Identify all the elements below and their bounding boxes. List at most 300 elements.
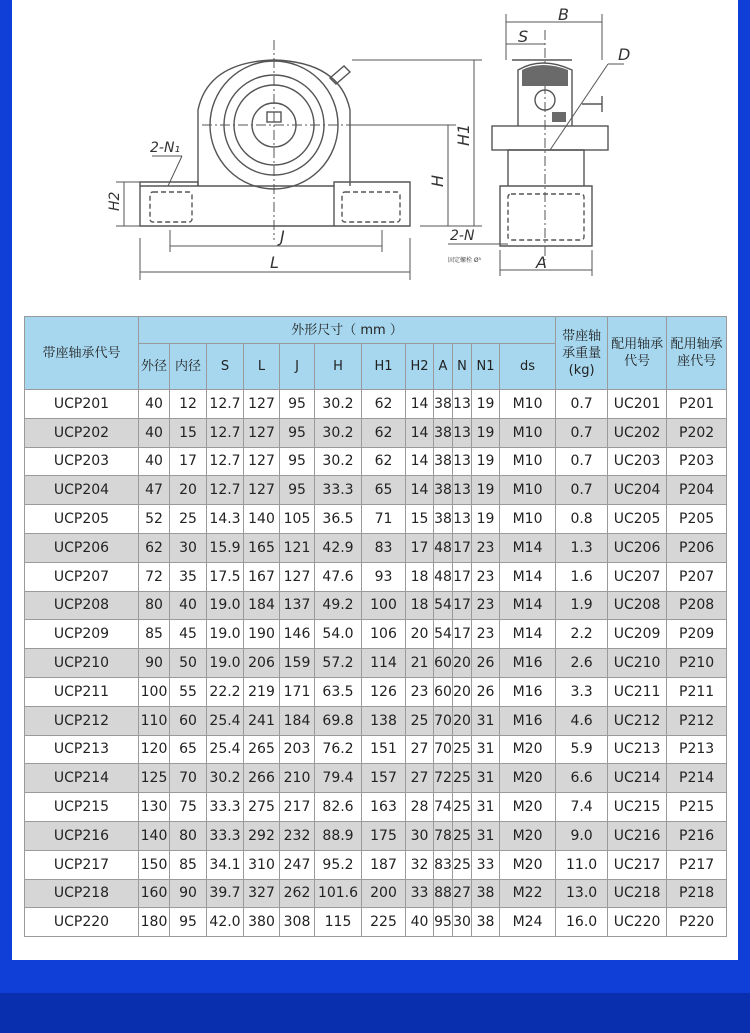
table-cell: UC218	[608, 879, 667, 908]
table-cell: UC212	[608, 706, 667, 735]
header-col-l: L	[244, 344, 280, 390]
table-cell: 23	[472, 533, 500, 562]
table-cell: UC204	[608, 476, 667, 505]
table-cell: 78	[434, 821, 453, 850]
table-cell: 74	[434, 793, 453, 822]
table-cell: 138	[362, 706, 406, 735]
header-col-s: S	[207, 344, 244, 390]
table-cell-model: UCP215	[25, 793, 139, 822]
table-cell: 62	[362, 418, 406, 447]
table-cell: 30.2	[315, 418, 362, 447]
table-cell: 1.9	[556, 591, 608, 620]
table-row	[25, 562, 727, 591]
table-cell: 266	[244, 764, 280, 793]
table-cell: M10	[500, 476, 556, 505]
table-cell: 75	[170, 793, 207, 822]
table-cell: 12	[170, 390, 207, 419]
header-bearing: 配用轴承代号	[608, 317, 667, 390]
table-cell: 210	[280, 764, 315, 793]
table-cell: 38	[472, 908, 500, 937]
table-cell: 25	[453, 821, 472, 850]
table-cell: 180	[139, 908, 170, 937]
header-model: 带座轴承代号	[25, 317, 139, 390]
table-cell: 25	[453, 793, 472, 822]
table-cell: 21	[406, 649, 434, 678]
table-cell: 13	[453, 418, 472, 447]
table-cell: 165	[244, 533, 280, 562]
dim-label-h1: H1	[454, 123, 473, 146]
table-cell: 34.1	[207, 850, 244, 879]
table-cell: 54	[434, 591, 453, 620]
table-cell: 187	[362, 850, 406, 879]
table-cell: 6.6	[556, 764, 608, 793]
table-cell: 23	[472, 562, 500, 591]
table-cell: P208	[667, 591, 727, 620]
table-cell: M10	[500, 447, 556, 476]
table-cell: UC208	[608, 591, 667, 620]
table-cell: 310	[244, 850, 280, 879]
table-cell: 30.2	[315, 390, 362, 419]
table-cell: 72	[139, 562, 170, 591]
table-cell: 95	[434, 908, 453, 937]
table-cell: P206	[667, 533, 727, 562]
header-col-h: H	[315, 344, 362, 390]
table-cell: 25	[453, 764, 472, 793]
table-cell: UC202	[608, 418, 667, 447]
table-cell: 115	[315, 908, 362, 937]
table-cell: 120	[139, 735, 170, 764]
table-cell: 70	[434, 706, 453, 735]
table-cell: 15.9	[207, 533, 244, 562]
table-cell: 14	[406, 447, 434, 476]
table-cell: 151	[362, 735, 406, 764]
table-row	[25, 706, 727, 735]
table-cell: 48	[434, 562, 453, 591]
table-row	[25, 418, 727, 447]
table-cell: 14	[406, 476, 434, 505]
table-cell: 18	[406, 591, 434, 620]
dim-label-h: H	[428, 174, 447, 187]
table-cell: 85	[139, 620, 170, 649]
table-cell: 30	[170, 533, 207, 562]
table-cell: P210	[667, 649, 727, 678]
table-cell: 15	[406, 505, 434, 534]
table-cell: 20	[406, 620, 434, 649]
table-cell: 17	[170, 447, 207, 476]
table-cell-model: UCP210	[25, 649, 139, 678]
table-cell: 23	[406, 677, 434, 706]
table-cell: 25	[170, 505, 207, 534]
table-cell: 19.0	[207, 620, 244, 649]
table-cell: M16	[500, 706, 556, 735]
table-cell: 38	[434, 476, 453, 505]
table-cell: 19	[472, 447, 500, 476]
table-cell: 163	[362, 793, 406, 822]
table-cell: 159	[280, 649, 315, 678]
table-cell: P205	[667, 505, 727, 534]
bottom-band	[0, 993, 750, 1033]
table-cell: 13	[453, 447, 472, 476]
table-cell: 17	[453, 591, 472, 620]
table-cell: 20	[453, 649, 472, 678]
table-cell: 11.0	[556, 850, 608, 879]
dim-label-l: L	[270, 253, 279, 272]
table-cell: M10	[500, 390, 556, 419]
bearing-insert-shading	[522, 65, 568, 86]
table-cell: 27	[406, 764, 434, 793]
table-cell-model: UCP211	[25, 677, 139, 706]
table-cell: UC216	[608, 821, 667, 850]
table-cell: 184	[244, 591, 280, 620]
table-cell: 95	[280, 390, 315, 419]
table-cell: UC206	[608, 533, 667, 562]
table-cell: 60	[434, 677, 453, 706]
table-cell: 35	[170, 562, 207, 591]
table-cell: 14	[406, 418, 434, 447]
table-cell: 7.4	[556, 793, 608, 822]
table-cell: 55	[170, 677, 207, 706]
table-cell: 60	[170, 706, 207, 735]
header-dimensions: 外形尺寸（ mm ）	[139, 317, 556, 344]
table-cell: 27	[406, 735, 434, 764]
dim-label-j: J	[280, 227, 285, 246]
table-cell: M20	[500, 764, 556, 793]
table-cell: 47	[139, 476, 170, 505]
table-cell: 125	[139, 764, 170, 793]
table-cell-model: UCP203	[25, 447, 139, 476]
table-cell: UC205	[608, 505, 667, 534]
table-cell: 127	[244, 390, 280, 419]
table-cell: 62	[362, 390, 406, 419]
table-cell: 17	[453, 620, 472, 649]
table-cell: 31	[472, 706, 500, 735]
table-cell: 265	[244, 735, 280, 764]
table-cell: 25.4	[207, 706, 244, 735]
table-cell: 9.0	[556, 821, 608, 850]
table-cell: 28	[406, 793, 434, 822]
table-cell: 95	[280, 476, 315, 505]
table-cell: 40	[406, 908, 434, 937]
table-cell: 217	[280, 793, 315, 822]
table-cell: 33.3	[315, 476, 362, 505]
table-row	[25, 620, 727, 649]
table-cell-model: UCP205	[25, 505, 139, 534]
table-cell: 101.6	[315, 879, 362, 908]
table-cell-model: UCP201	[25, 390, 139, 419]
table-cell: 140	[244, 505, 280, 534]
table-cell: 25	[453, 735, 472, 764]
table-cell: 27	[453, 879, 472, 908]
dim-label-b: B	[558, 5, 569, 24]
table-cell: 90	[139, 649, 170, 678]
table-cell: 38	[434, 418, 453, 447]
table-cell: UC213	[608, 735, 667, 764]
table-cell: 33.3	[207, 793, 244, 822]
table-row	[25, 533, 727, 562]
table-cell: 100	[139, 677, 170, 706]
table-cell: P204	[667, 476, 727, 505]
table-cell: 16.0	[556, 908, 608, 937]
table-cell: 247	[280, 850, 315, 879]
table-cell-model: UCP202	[25, 418, 139, 447]
table-cell: 70	[170, 764, 207, 793]
table-cell: P211	[667, 677, 727, 706]
table-cell: UC209	[608, 620, 667, 649]
table-cell: 33	[406, 879, 434, 908]
table-cell: 83	[362, 533, 406, 562]
table-cell: 72	[434, 764, 453, 793]
table-cell: 47.6	[315, 562, 362, 591]
table-cell: 80	[139, 591, 170, 620]
table-cell: 80	[170, 821, 207, 850]
table-cell: 200	[362, 879, 406, 908]
table-cell: 380	[244, 908, 280, 937]
table-cell: 160	[139, 879, 170, 908]
table-cell: P202	[667, 418, 727, 447]
table-cell: 95.2	[315, 850, 362, 879]
table-cell: 40	[170, 591, 207, 620]
table-cell: 31	[472, 793, 500, 822]
table-cell-model: UCP206	[25, 533, 139, 562]
table-cell: 190	[244, 620, 280, 649]
table-cell: 126	[362, 677, 406, 706]
table-cell: 203	[280, 735, 315, 764]
table-cell: 52	[139, 505, 170, 534]
table-cell: 54	[434, 620, 453, 649]
table-cell: 184	[280, 706, 315, 735]
table-cell: 23	[472, 620, 500, 649]
table-cell: 32	[406, 850, 434, 879]
table-cell: 308	[280, 908, 315, 937]
header-col-a: A	[434, 344, 453, 390]
table-cell: 18	[406, 562, 434, 591]
table-cell: 171	[280, 677, 315, 706]
table-cell: 20	[170, 476, 207, 505]
table-cell: 3.3	[556, 677, 608, 706]
table-cell: M16	[500, 677, 556, 706]
table-cell-model: UCP214	[25, 764, 139, 793]
table-cell: 17	[453, 562, 472, 591]
dim-label-a: A	[536, 253, 547, 272]
table-cell: 130	[139, 793, 170, 822]
table-cell: 82.6	[315, 793, 362, 822]
table-cell: 36.5	[315, 505, 362, 534]
table-cell: 38	[472, 879, 500, 908]
specification-table	[24, 316, 727, 937]
table-cell: 19	[472, 476, 500, 505]
table-cell: 12.7	[207, 418, 244, 447]
table-cell: 106	[362, 620, 406, 649]
table-cell-model: UCP204	[25, 476, 139, 505]
table-cell: 65	[170, 735, 207, 764]
header-housing: 配用轴承座代号	[667, 317, 727, 390]
table-cell: 292	[244, 821, 280, 850]
table-cell: 70	[434, 735, 453, 764]
table-cell: M24	[500, 908, 556, 937]
table-cell: 85	[170, 850, 207, 879]
dim-label-s: S	[518, 27, 529, 46]
table-cell: 76.2	[315, 735, 362, 764]
table-cell: UC203	[608, 447, 667, 476]
table-cell-model: UCP208	[25, 591, 139, 620]
dim-label-2n: 2-N	[450, 228, 475, 244]
table-cell: 90	[170, 879, 207, 908]
table-row	[25, 879, 727, 908]
table-cell: 0.7	[556, 390, 608, 419]
header-col-inner-diameter: 内径	[170, 344, 207, 390]
table-cell: 19	[472, 505, 500, 534]
table-cell: 137	[280, 591, 315, 620]
table-cell: M16	[500, 649, 556, 678]
table-cell: 62	[139, 533, 170, 562]
table-cell: 17.5	[207, 562, 244, 591]
table-row	[25, 591, 727, 620]
table-cell: 140	[139, 821, 170, 850]
table-cell: UC207	[608, 562, 667, 591]
table-cell: 167	[244, 562, 280, 591]
table-cell: 0.8	[556, 505, 608, 534]
content-panel	[12, 0, 738, 960]
table-cell: M20	[500, 793, 556, 822]
table-cell: M20	[500, 850, 556, 879]
table-cell: 17	[453, 533, 472, 562]
table-cell: P217	[667, 850, 727, 879]
table-cell: 95	[280, 418, 315, 447]
table-cell: 50	[170, 649, 207, 678]
table-cell: 5.9	[556, 735, 608, 764]
table-cell: 31	[472, 821, 500, 850]
table-cell-model: UCP209	[25, 620, 139, 649]
table-cell: 30.2	[315, 447, 362, 476]
table-cell: 30	[406, 821, 434, 850]
table-cell-model: UCP213	[25, 735, 139, 764]
table-cell: P215	[667, 793, 727, 822]
table-cell: 39.7	[207, 879, 244, 908]
table-cell: 150	[139, 850, 170, 879]
table-cell: 49.2	[315, 591, 362, 620]
table-cell: 42.0	[207, 908, 244, 937]
table-cell: 4.6	[556, 706, 608, 735]
table-cell: 13	[453, 390, 472, 419]
table-cell: 88	[434, 879, 453, 908]
header-col-n: N	[453, 344, 472, 390]
bolt-note: 固定螺栓 Ø⁵	[448, 257, 482, 264]
table-cell: UC215	[608, 793, 667, 822]
table-cell: 105	[280, 505, 315, 534]
table-cell: 127	[244, 476, 280, 505]
table-row	[25, 505, 727, 534]
table-cell: 13	[453, 476, 472, 505]
table-cell: 79.4	[315, 764, 362, 793]
table-cell: 71	[362, 505, 406, 534]
table-cell: 14.3	[207, 505, 244, 534]
table-cell-model: UCP207	[25, 562, 139, 591]
table-cell-model: UCP212	[25, 706, 139, 735]
table-cell: 62	[362, 447, 406, 476]
pillow-block-drawing-svg	[12, 0, 738, 300]
table-row	[25, 390, 727, 419]
table-cell: 0.7	[556, 476, 608, 505]
table-cell: 14	[406, 390, 434, 419]
table-cell: 1.6	[556, 562, 608, 591]
table-cell: P220	[667, 908, 727, 937]
table-cell: 1.3	[556, 533, 608, 562]
table-cell: P212	[667, 706, 727, 735]
table-cell-model: UCP217	[25, 850, 139, 879]
table-cell: 121	[280, 533, 315, 562]
table-cell: 20	[453, 706, 472, 735]
table-cell: 83	[434, 850, 453, 879]
table-cell: 25	[406, 706, 434, 735]
table-cell: 30.2	[207, 764, 244, 793]
table-cell: UC211	[608, 677, 667, 706]
table-cell: 219	[244, 677, 280, 706]
table-cell: 114	[362, 649, 406, 678]
table-row	[25, 447, 727, 476]
table-cell: 57.2	[315, 649, 362, 678]
table-cell: 175	[362, 821, 406, 850]
table-cell: 2.2	[556, 620, 608, 649]
table-cell: 12.7	[207, 390, 244, 419]
table-cell: 93	[362, 562, 406, 591]
table-cell: 20	[453, 677, 472, 706]
table-cell: P209	[667, 620, 727, 649]
table-cell: 327	[244, 879, 280, 908]
table-cell: M14	[500, 620, 556, 649]
table-cell: 13	[453, 505, 472, 534]
table-cell: 22.2	[207, 677, 244, 706]
header-weight: 带座轴承重量(kg)	[556, 317, 608, 390]
header-col-h2: H2	[406, 344, 434, 390]
table-cell: 275	[244, 793, 280, 822]
technical-drawing	[12, 0, 738, 300]
table-cell: P201	[667, 390, 727, 419]
table-cell: 23	[472, 591, 500, 620]
table-cell: 206	[244, 649, 280, 678]
table-cell: 0.7	[556, 447, 608, 476]
table-cell: M14	[500, 591, 556, 620]
table-cell: 2.6	[556, 649, 608, 678]
table-cell: UC210	[608, 649, 667, 678]
table-cell: 100	[362, 591, 406, 620]
table-cell: 26	[472, 649, 500, 678]
table-cell: 40	[139, 390, 170, 419]
table-cell: 33.3	[207, 821, 244, 850]
table-row	[25, 677, 727, 706]
table-cell: P218	[667, 879, 727, 908]
table-cell: 48	[434, 533, 453, 562]
header-col-j: J	[280, 344, 315, 390]
header-col-n1: N1	[472, 344, 500, 390]
table-cell: 40	[139, 418, 170, 447]
table-cell: 225	[362, 908, 406, 937]
table-cell-model: UCP216	[25, 821, 139, 850]
table-cell: 0.7	[556, 418, 608, 447]
table-cell: 38	[434, 447, 453, 476]
table-cell: 15	[170, 418, 207, 447]
table-cell: 12.7	[207, 447, 244, 476]
table-cell: 232	[280, 821, 315, 850]
table-cell: M14	[500, 533, 556, 562]
table-cell: M10	[500, 505, 556, 534]
table-cell: 25.4	[207, 735, 244, 764]
table-row	[25, 476, 727, 505]
table-cell: P207	[667, 562, 727, 591]
table-cell: P203	[667, 447, 727, 476]
table-row	[25, 908, 727, 937]
table-row	[25, 850, 727, 879]
table-cell: P214	[667, 764, 727, 793]
